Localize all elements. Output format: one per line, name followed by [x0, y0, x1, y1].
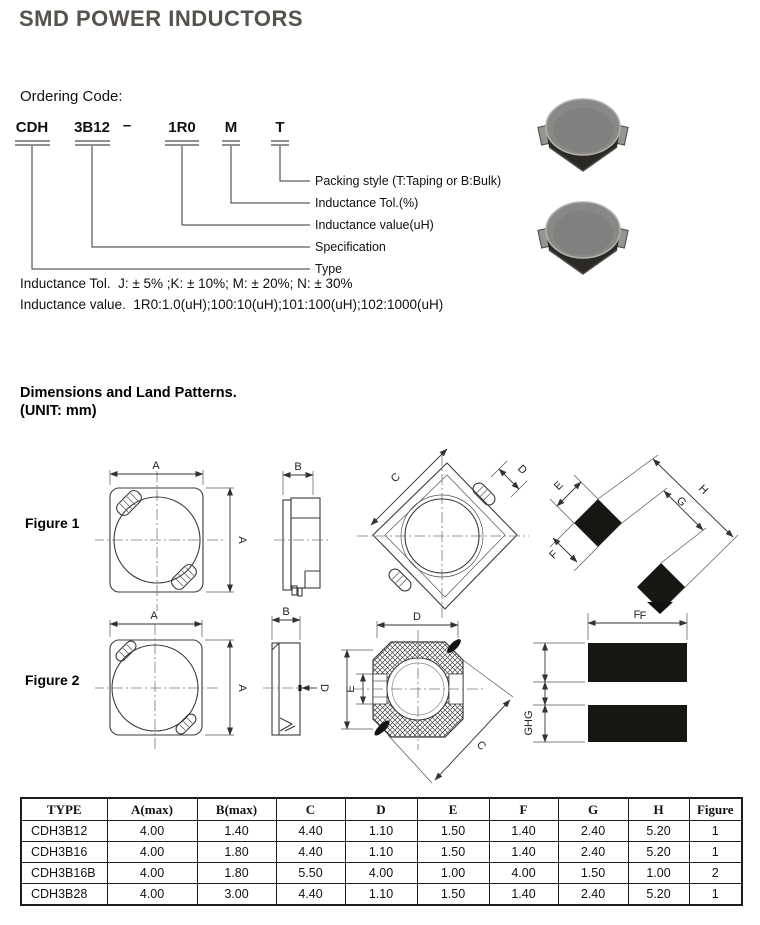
cell-d: 1.10	[345, 821, 417, 842]
fig2-bottom-view	[341, 611, 513, 783]
cell-f: 1.40	[489, 884, 558, 906]
fig1-side-view	[274, 461, 331, 596]
fig2-dim-D-bottom: D	[413, 611, 421, 623]
cell-g: 1.50	[558, 863, 628, 884]
cell-d: 4.00	[345, 863, 417, 884]
code-part-type: CDH	[15, 119, 49, 136]
table-row	[21, 821, 742, 842]
cell-a: 4.00	[107, 884, 197, 906]
callout-spec: Specification	[315, 240, 386, 254]
cell-g: 2.40	[558, 821, 628, 842]
fig2-dim-A-top: A	[150, 610, 158, 622]
callout-packing: Packing style (T:Taping or B:Bulk)	[315, 174, 502, 188]
product-photo-1	[538, 99, 628, 171]
col-header-c: C	[276, 798, 345, 821]
col-header-f: F	[489, 798, 558, 821]
fig1-dim-H: H	[696, 482, 711, 497]
figure1-drawing	[95, 443, 755, 623]
table-row	[21, 863, 742, 884]
fig1-dim-B: B	[294, 461, 302, 473]
cell-h: 5.20	[628, 842, 689, 863]
cell-c: 5.50	[276, 863, 345, 884]
fig2-top-view	[95, 610, 248, 752]
fig1-rotated-view	[357, 449, 529, 619]
code-part-spec: 3B12	[74, 119, 110, 136]
cell-f: 1.40	[489, 842, 558, 863]
code-connector-lines	[32, 146, 310, 269]
code-part-dash: –	[122, 117, 132, 134]
fig2-dim-D-side: D	[318, 684, 330, 692]
cell-b: 1.80	[197, 842, 276, 863]
col-header-type: TYPE	[21, 798, 107, 821]
cell-type: CDH3B28	[21, 884, 107, 906]
fig2-terminal-tab	[114, 639, 138, 663]
cell-e: 1.00	[417, 863, 489, 884]
fig2-land-pattern	[523, 602, 687, 742]
cell-b: 1.40	[197, 821, 276, 842]
product-photo-2	[538, 202, 628, 274]
cell-c: 4.40	[276, 842, 345, 863]
figure2-drawing	[95, 600, 755, 810]
fig1-dim-E: E	[552, 479, 566, 493]
cell-figure: 1	[689, 821, 742, 842]
cell-type: CDH3B16B	[21, 863, 107, 884]
cell-g: 2.40	[558, 884, 628, 906]
figure1-label: Figure 1	[25, 515, 80, 531]
fig1-dim-G: G	[673, 494, 689, 510]
cell-figure: 1	[689, 842, 742, 863]
code-underlines	[15, 141, 289, 145]
cell-f: 1.40	[489, 821, 558, 842]
col-header-figure: Figure	[689, 798, 742, 821]
unit-label: (UNIT: mm)	[20, 403, 97, 419]
cell-h: 1.00	[628, 863, 689, 884]
code-part-value: 1R0	[168, 119, 196, 136]
fig2-dim-B: B	[282, 606, 290, 618]
cell-type: CDH3B12	[21, 821, 107, 842]
cell-e: 1.50	[417, 842, 489, 863]
callout-tol: Inductance Tol.(%)	[315, 196, 419, 210]
cell-b: 3.00	[197, 884, 276, 906]
cell-a: 4.00	[107, 821, 197, 842]
code-part-tol: M	[224, 119, 238, 136]
cell-h: 5.20	[628, 884, 689, 906]
col-header-d: D	[345, 798, 417, 821]
cell-h: 5.20	[628, 821, 689, 842]
fig2-side-view	[263, 606, 330, 735]
note-inductance-value: Inductance value. 1R0:1.0(uH);100:10(uH);101:100(uH);102:1000(uH)	[20, 297, 444, 312]
spec-table	[20, 797, 743, 906]
ordering-code-diagram	[13, 108, 543, 278]
cell-e: 1.50	[417, 821, 489, 842]
col-header-a: A(max)	[107, 798, 197, 821]
cell-d: 1.10	[345, 884, 417, 906]
fig1-dim-A-top: A	[152, 460, 160, 472]
cell-figure: 2	[689, 863, 742, 884]
fig2-dim-C: C	[474, 738, 489, 753]
figure2-label: Figure 2	[25, 672, 80, 688]
fig2-dim-F: F	[633, 609, 641, 621]
cell-a: 4.00	[107, 842, 197, 863]
fig1-terminal-tab	[169, 562, 199, 592]
cell-d: 1.10	[345, 842, 417, 863]
cell-c: 4.40	[276, 884, 345, 906]
cell-c: 4.40	[276, 821, 345, 842]
fig2-dim-GHG: GHG	[523, 710, 535, 736]
dimensions-heading: Dimensions and Land Patterns.	[20, 385, 237, 401]
fig1-dim-A-right: A	[236, 536, 248, 544]
page-title: SMD POWER INDUCTORS	[19, 6, 304, 31]
fig1-dim-D: D	[515, 462, 530, 477]
callout-value: Inductance value(uH)	[315, 218, 434, 232]
cell-figure: 1	[689, 884, 742, 906]
cell-type: CDH3B16	[21, 842, 107, 863]
col-header-b: B(max)	[197, 798, 276, 821]
fig1-top-view	[95, 460, 248, 611]
product-photos	[533, 83, 643, 278]
col-header-h: H	[628, 798, 689, 821]
callout-type: Type	[315, 262, 343, 276]
fig1-land-pattern	[547, 455, 738, 622]
cell-e: 1.50	[417, 884, 489, 906]
col-header-g: G	[558, 798, 628, 821]
code-part-pack: T	[275, 119, 285, 136]
fig1-dim-F: F	[547, 548, 561, 562]
fig1-terminal-tab	[387, 567, 414, 594]
fig1-dim-C: C	[388, 470, 403, 485]
table-row	[21, 842, 742, 863]
cell-g: 2.40	[558, 842, 628, 863]
cell-a: 4.00	[107, 863, 197, 884]
ordering-code-heading: Ordering Code:	[20, 88, 123, 105]
fig1-terminal-tab	[114, 488, 144, 518]
cell-f: 4.00	[489, 863, 558, 884]
table-row	[21, 884, 742, 906]
fig2-dim-E: E	[345, 685, 357, 693]
cell-b: 1.80	[197, 863, 276, 884]
col-header-e: E	[417, 798, 489, 821]
table-header-row	[21, 798, 742, 821]
fig1-dim-F-bottom: F	[639, 610, 647, 622]
fig2-dim-A-right: A	[236, 684, 248, 692]
note-inductance-tol: Inductance Tol. J: ± 5% ;K: ± 10%; M: ± 20%; N: ± 30%	[20, 276, 353, 291]
